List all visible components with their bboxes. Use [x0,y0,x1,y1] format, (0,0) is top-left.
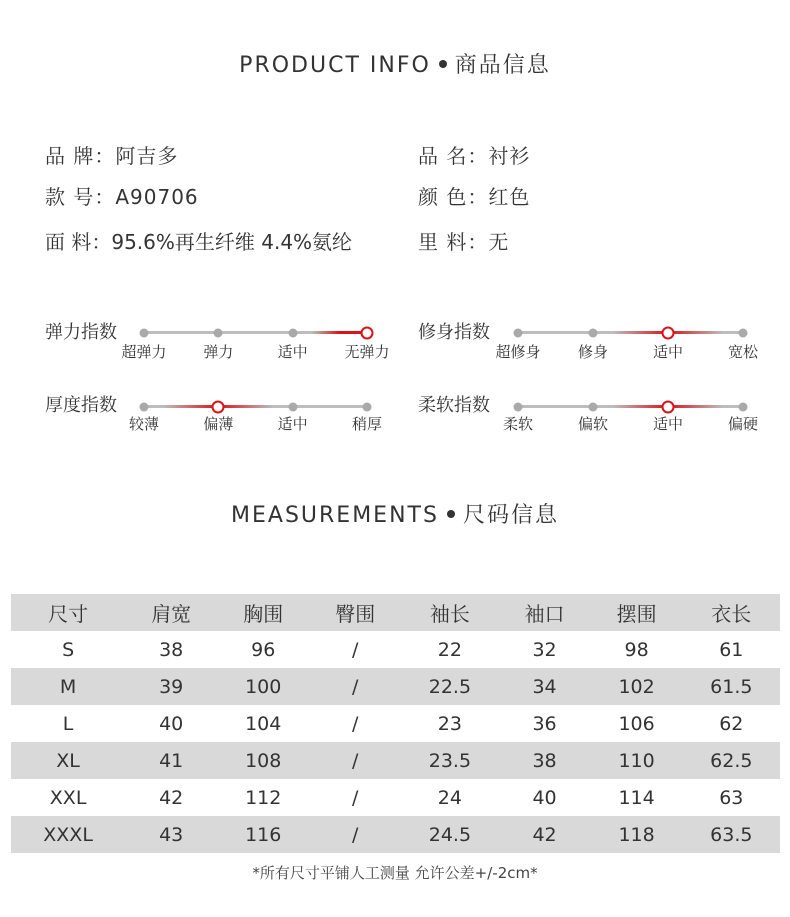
table-cell: 43 [159,823,184,846]
table-cell: 36 [532,712,557,735]
index-option-label: 偏软 [577,415,609,433]
index-option-label: 适中 [652,343,684,361]
table-cell: 22 [437,638,462,661]
index-node [739,328,748,337]
table-cell: 38 [159,638,184,661]
table-row [11,779,780,816]
product-info-title [0,48,790,79]
table-cell: 110 [618,749,655,772]
table-cell: S [62,638,75,661]
title-dot [439,60,447,68]
table-cell: 118 [618,823,655,846]
table-cell: 23 [437,712,462,735]
table-cell: 23.5 [428,749,472,772]
table-cell: 38 [532,749,557,772]
table-cell: / [352,675,359,698]
table-cell: 61 [719,638,744,661]
product-name-line: 品 名：衬衫 [418,144,531,168]
table-cell: 112 [245,786,282,809]
table-cell: 106 [618,712,655,735]
index-node-selected [662,326,675,339]
index-option-label: 偏硬 [727,415,759,433]
table-cell: / [352,823,359,846]
table-cell: 42 [159,786,184,809]
table-cell: XXL [49,786,87,809]
table-row [11,705,780,742]
size-table-header-cell: 袖口 [524,602,565,626]
index-label: 柔软指数 [418,395,490,416]
index-node [514,402,523,411]
index-node [140,328,149,337]
table-cell: 41 [159,749,184,772]
table-cell: 98 [624,638,649,661]
size-table-header-cell: 衣长 [711,602,752,626]
index-option-label: 超修身 [495,343,541,361]
table-cell: 100 [245,675,282,698]
index-node [140,402,149,411]
table-cell: 102 [618,675,655,698]
color-line: 颜 色：红色 [418,185,531,209]
table-cell: 42 [532,823,557,846]
table-cell: 63 [719,786,744,809]
index-option-label: 柔软 [502,415,534,433]
size-table-header-cell: 肩宽 [151,602,192,626]
lining-line: 里 料：无 [418,230,510,254]
table-cell: / [352,638,359,661]
style-number-line: 款 号：A90706 [45,185,199,209]
index-option-label: 弹力 [203,343,234,361]
index-node [214,328,223,337]
measurements-title-en: MEASUREMENTS [231,503,439,528]
measurements-title [0,498,790,529]
title-dot [447,510,455,518]
table-cell: 40 [532,786,557,809]
index-node [288,328,297,337]
index-label: 厚度指数 [45,395,117,416]
table-cell: 96 [251,638,276,661]
index-option-label: 适中 [652,415,684,433]
table-cell: 62 [719,712,744,735]
table-cell: XXXL [43,823,93,846]
index-option-label: 适中 [277,343,308,361]
fabric-line: 面 料：95.6%再生纤维 4.4%氨纶 [45,230,353,254]
index-option-label: 修身 [577,343,609,361]
table-cell: L [62,712,74,735]
table-cell: 40 [159,712,184,735]
index-option-label: 稍厚 [351,415,383,433]
table-cell: / [352,712,359,735]
index-option-label: 适中 [277,415,308,433]
table-cell: 61.5 [710,675,753,698]
size-table-header [11,594,780,631]
table-cell: 104 [245,712,282,735]
measurements-title-cn: 尺码信息 [462,503,559,528]
table-cell: 62.5 [710,749,753,772]
product-info-title-en: PRODUCT INFO [239,53,431,78]
size-table-header-cell: 摆围 [616,602,657,626]
table-cell: 63.5 [710,823,753,846]
index-label: 弹力指数 [45,322,117,343]
size-table [11,594,780,853]
index-node-selected [212,400,225,413]
index-option-label: 宽松 [727,343,759,361]
size-table-header-cell: 尺寸 [48,602,89,626]
size-table-header-cell: 袖长 [429,602,470,626]
index-option-label: 较薄 [128,415,160,433]
index-node-selected [662,400,675,413]
table-row [11,631,780,668]
table-cell: 39 [159,675,184,698]
index-node [288,402,297,411]
table-cell: XL [56,749,80,772]
table-cell: 24.5 [428,823,472,846]
index-node [363,402,372,411]
index-node-selected [361,326,374,339]
table-cell: 32 [532,638,557,661]
table-cell: / [352,749,359,772]
table-row [11,742,780,779]
product-info-title-cn: 商品信息 [454,53,551,78]
table-cell: 22.5 [428,675,472,698]
index-node [589,328,598,337]
table-cell: / [352,786,359,809]
table-row [11,816,780,853]
measurement-note: *所有尺寸平铺人工测量 允许公差+/-2cm* [252,864,538,882]
index-option-label: 超弹力 [121,343,167,361]
index-option-label: 无弹力 [344,343,390,361]
index-node [589,402,598,411]
table-cell: 34 [532,675,557,698]
index-option-label: 偏薄 [203,415,234,433]
index-node [514,328,523,337]
table-row [11,668,780,705]
table-cell: 114 [618,786,655,809]
table-cell: 108 [245,749,282,772]
index-node [739,402,748,411]
index-label: 修身指数 [418,322,490,343]
index-highlight [312,331,367,334]
size-table-header-cell: 臀围 [335,602,376,626]
table-cell: 24 [437,786,462,809]
brand-line: 品 牌：阿吉多 [45,144,179,168]
size-table-header-cell: 胸围 [243,602,284,626]
table-cell: M [59,675,77,698]
table-cell: 116 [245,823,282,846]
